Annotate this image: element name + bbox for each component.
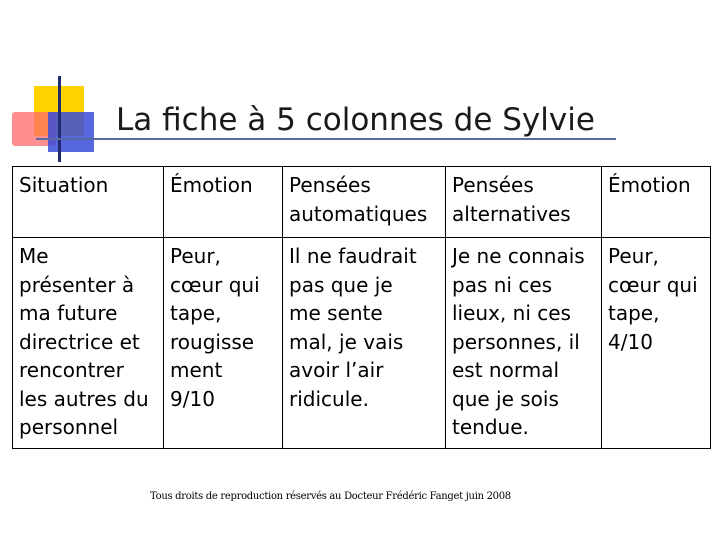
copyright-footer: Tous droits de reproduction réservés au Docteur Frédéric Fanget juin 2008 [150,491,511,502]
table-header-row [13,167,711,238]
header-situation: Situation [13,167,164,238]
header-emotion-after: Émotion [602,167,711,238]
header-alternative-thoughts: Pensées alternatives [446,167,602,238]
header-automatic-thoughts: Pensées automatiques [283,167,446,238]
cell-situation: Me présenter à ma future directrice et rencontrer les autres du personnel [13,238,164,449]
cell-automatic-thoughts: Il ne faudrait pas que je me sente mal, je vais avoir l’air ridicule. [283,238,446,449]
slide-title: La fiche à 5 colonnes de Sylvie [116,102,595,138]
five-column-sheet [12,166,711,449]
decor-vertical-line [58,76,61,162]
cell-emotion-after: Peur, cœur qui tape, 4/10 [602,238,711,449]
cell-emotion: Peur, cœur qui tape, rougisse ment 9/10 [164,238,283,449]
decor-blue-square [48,112,94,152]
header-emotion: Émotion [164,167,283,238]
cell-alternative-thoughts: Je ne connais pas ni ces lieux, ni ces personnes, il est normal que je sois tendue. [446,238,602,449]
table-row [13,238,711,449]
